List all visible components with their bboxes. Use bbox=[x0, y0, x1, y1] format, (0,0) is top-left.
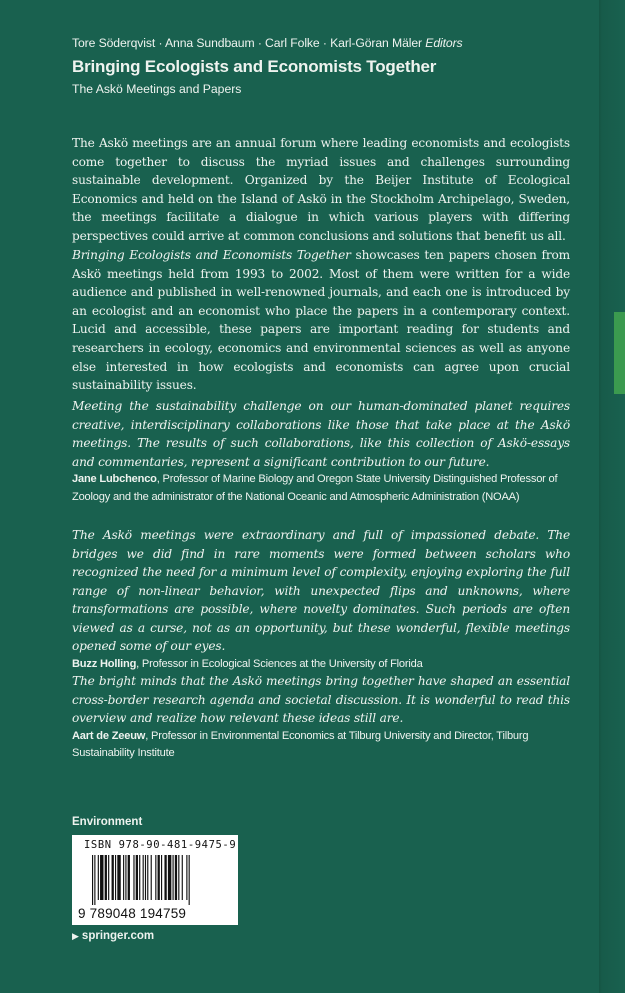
barcode-bar bbox=[117, 855, 120, 900]
barcode-bar bbox=[175, 855, 177, 900]
endorsement-quote bbox=[72, 672, 570, 763]
description-paragraph-2-body: showcases ten papers chosen from Askö meetings held from 1993 to 2002. Most of them were written for a wide audience and published in well-renowned journals, and each one is introduced by an ecologist and an economist who place the papers in a contemporary context. Lucid and accessible, these papers are important reading for students and researchers in ecology, economics and environmental sciences as well as anyone else interested in how ecologists and economists can agree upon crucial sustainability issues. bbox=[72, 248, 570, 393]
publisher-url: springer.com bbox=[81, 930, 155, 942]
book-title: Bringing Ecologists and Economists Together bbox=[72, 57, 437, 76]
barcode-bar bbox=[189, 855, 190, 905]
barcode-number: 9 789048 194759 bbox=[78, 906, 187, 921]
description-book-title: Bringing Ecologists and Economists Together bbox=[72, 248, 351, 262]
barcode-bar bbox=[128, 855, 130, 900]
barcode-bar bbox=[143, 855, 144, 900]
quote-author: Buzz Holling bbox=[72, 657, 137, 670]
quote-text: The bright minds that the Askö meetings bring together have shaped an essential cross-border research agenda and societal discussion. It is wonderful to read this overview and realize how relevant these ideas still are. bbox=[72, 674, 570, 725]
description-paragraph-2 bbox=[72, 246, 570, 395]
barcode-bar bbox=[164, 855, 166, 900]
quote-affiliation: , Professor in Ecological Sciences at the University of Florida bbox=[136, 657, 423, 670]
barcode-bar bbox=[108, 855, 109, 900]
barcode-bars bbox=[92, 855, 222, 905]
barcode-bar bbox=[92, 855, 93, 905]
barcode-bar bbox=[186, 855, 187, 900]
barcode-bar bbox=[123, 855, 124, 900]
quote-author: Jane Lubchenco bbox=[72, 473, 157, 485]
quote-attribution bbox=[72, 656, 570, 674]
barcode-bar bbox=[94, 855, 95, 905]
barcode-bar bbox=[158, 855, 160, 900]
barcode-bar bbox=[173, 855, 174, 900]
publisher-link[interactable] bbox=[72, 930, 154, 942]
barcode-bar bbox=[100, 855, 103, 900]
editors-names: Tore Söderqvist · Anna Sundbaum · Carl Folke · Karl-Göran Mäler bbox=[72, 36, 422, 50]
barcode-bar bbox=[182, 855, 183, 900]
endorsement-quote bbox=[72, 397, 570, 507]
description-paragraph-1: The Askö meetings are an annual forum where leading economists and ecologists come together to discuss the myriad issues and challenges surrounding sustainable development. Organized by the Beijer Institute of Ecological Economics and held on the Island of Askö in the Stockholm Archipelago, Sweden, the meetings facilitate a dialogue in which various players with differing perspectives could arrive at common conclusions and solutions that benefit us all. bbox=[72, 136, 570, 243]
quote-attribution bbox=[72, 471, 570, 507]
arrow-right-icon: ▶ bbox=[72, 931, 79, 941]
endorsement-quote bbox=[72, 526, 570, 673]
barcode-bar bbox=[98, 855, 99, 900]
barcode-bar bbox=[168, 855, 171, 900]
barcode-bar bbox=[115, 855, 116, 900]
barcode-bar bbox=[161, 855, 162, 900]
barcode-bar bbox=[178, 855, 179, 900]
spine-shade bbox=[599, 0, 625, 993]
isbn-barcode bbox=[72, 835, 238, 925]
quote-attribution bbox=[72, 728, 570, 764]
book-subtitle: The Askö Meetings and Papers bbox=[72, 82, 242, 96]
barcode-bar bbox=[147, 855, 148, 900]
subject-category: Environment bbox=[72, 816, 143, 828]
barcode-bar bbox=[125, 855, 126, 900]
barcode-bar bbox=[155, 855, 156, 900]
barcode-bar bbox=[136, 855, 138, 900]
editors-line bbox=[72, 36, 592, 50]
editors-role: Editors bbox=[425, 36, 463, 50]
barcode-bar bbox=[139, 855, 140, 900]
barcode-bar bbox=[151, 855, 152, 900]
quote-affiliation: , Professor of Marine Biology and Oregon State University Distinguished Professor of Zoology and the administrator of the National Oceanic and Atmospheric Administration (NOAA) bbox=[72, 473, 558, 503]
quote-affiliation: , Professor in Environmental Economics at Tilburg University and Director, Tilburg Sustainability Institute bbox=[72, 729, 529, 760]
barcode-bar bbox=[105, 855, 107, 900]
quote-text: The Askö meetings were extraordinary and full of impassioned debate. The bridges we did find in rare moments were formed between scholars who recognized the need for a minimum level of complexity, enjoying exploring the full range of non-linear behavior, with unexpected flips and unknowns, where transformations are possible, where novelty dominates. Such periods are often viewed as a curse, not as an opportunity, but these wonderful, flexible meetings opened some of our eyes. bbox=[72, 528, 570, 653]
barcode-bar bbox=[145, 855, 146, 900]
quote-text: Meeting the sustainability challenge on our human-dominated planet requires creative, interdisciplinary collaborations like those that take place at the Askö meetings. The results of such collaborations, like this collection of Askö-essays and commentaries, represent a significant contribution to our future. bbox=[72, 399, 570, 469]
barcode-bar bbox=[112, 855, 114, 900]
quote-author: Aart de Zeeuw bbox=[72, 729, 146, 742]
barcode-bar bbox=[133, 855, 134, 900]
spine-accent-bar bbox=[614, 312, 625, 394]
isbn-label: ISBN 978-90-481-9475-9 bbox=[84, 839, 237, 851]
